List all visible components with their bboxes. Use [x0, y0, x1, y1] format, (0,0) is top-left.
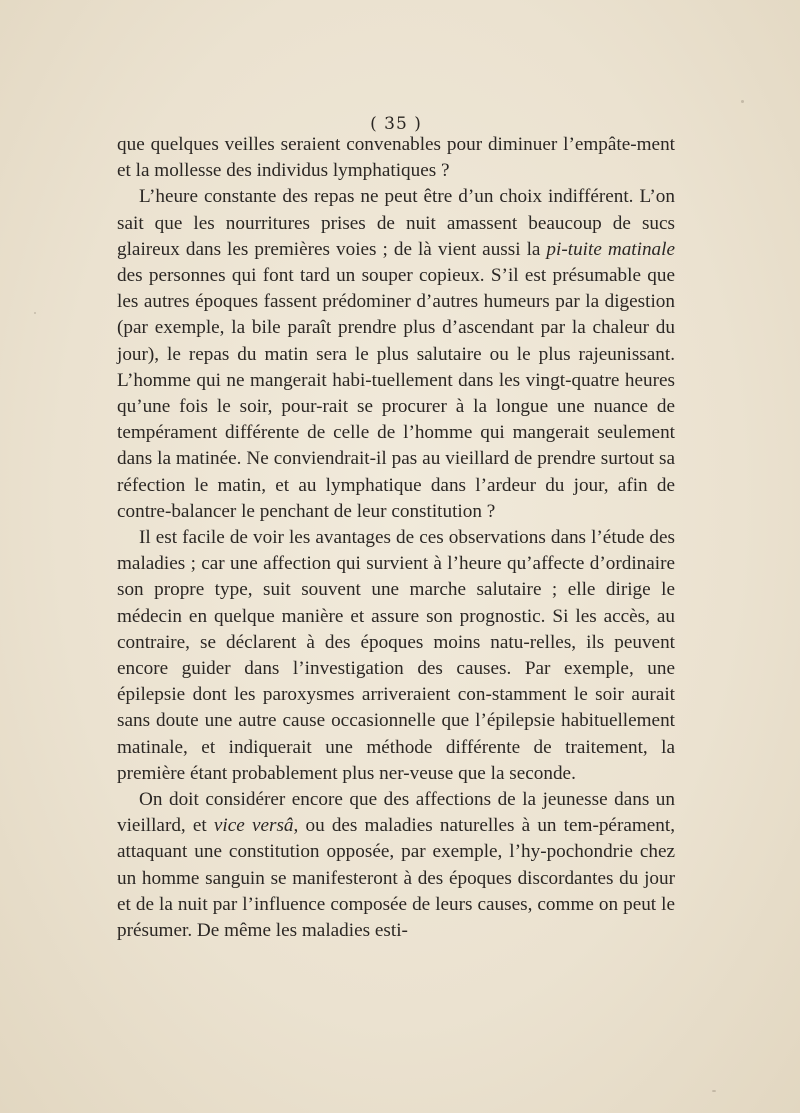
text-run: , ou des maladies naturelles à un tem-pérament, attaquant une constitution opposée, par exemple, l’hy-pochondrie chez un homme sanguin se manifesteront à des époques discordantes du jour et de la nuit par l’influence composée de leurs causes, comme on peut le présumer. De même les maladies esti- [117, 815, 676, 942]
text-run: Il est facile de voir les avantages de ces observations dans l’étude des maladies ; car une affection qui survient à l’heure qu’affecte d’ordinaire son propre type, suit souvent une marche salutaire ; elle dirige le médecin en quelque manière et assure son prognostic. Si les accès, au contraire, se déclarent à des époques moins natu-relles, ils peuvent encore guider dans l’investigation des causes. Par exemple, une épilepsie dont les paroxysmes arriveraient con-stamment le soir aurait sans doute une autre cause occasionnelle que l’épilepsie habituellement matinale, et indiquerait une méthode différente de traitement, la première étant probablement plus ner-veuse que la seconde. [117, 527, 675, 784]
text-run: L’heure constante des repas ne peut être d’un choix indifférent. L’on sait que les nourritures prises de nuit amassent beaucoup de sucs glaireux dans les premières voies ; de là vient aussi la [117, 186, 675, 260]
page-number: ( 35 ) [370, 114, 422, 134]
paragraph [117, 132, 675, 184]
paper-speck [34, 312, 36, 314]
paper-speck [712, 1090, 716, 1092]
paper-speck [741, 100, 744, 103]
text-run: que quelques veilles seraient convenables pour diminuer l’empâte-ment et la mollesse des individus lymphatiques ? [117, 134, 675, 182]
text-run: On doit considérer encore que des affections de la jeunesse dans un vieillard, et [117, 789, 675, 837]
body-text [117, 132, 675, 944]
text-run: des personnes qui font tard un souper copieux. S’il est présumable que les autres époques fassent prédominer d’autres humeurs par la digestion (par exemple, la bile paraît prendre plus d’ascendant par la chaleur du jour), le repas du matin sera le plus salutaire ou le plus rajeunissant. L’homme qui ne mangerait habi-tuellement dans les vingt-quatre heures qu’une fois le soir, pour-rait se procurer à la longue une nuance de tempérament différente de celle de l’homme qui mangerait seulement dans la matinée. Ne conviendrait-il pas au vieillard de prendre surtout sa réfection le matin, et au lymphatique dans l’ardeur du jour, afin de contre-balancer le penchant de leur constitution ? [117, 265, 675, 522]
italic-phrase: vice versâ [213, 815, 294, 837]
paragraph [117, 787, 675, 944]
paragraph [117, 184, 675, 525]
italic-phrase: pi-tuite matinale [546, 238, 675, 260]
paragraph [117, 525, 675, 787]
